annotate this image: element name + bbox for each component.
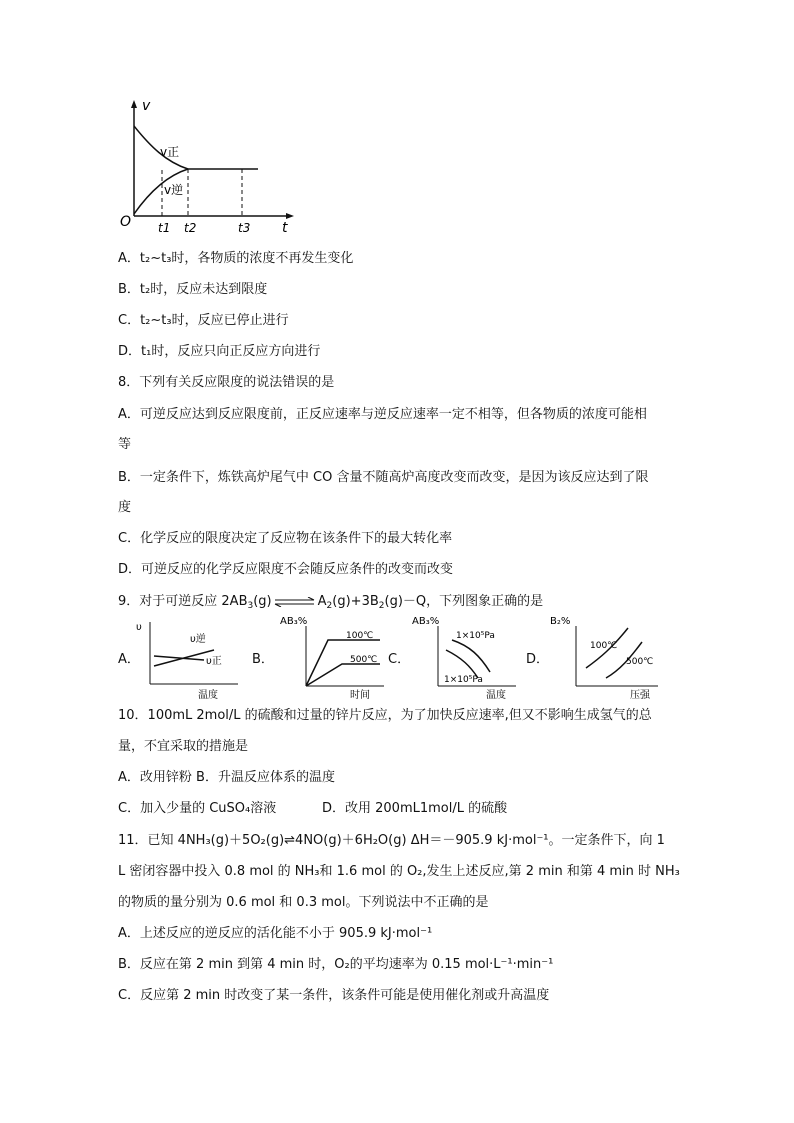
v-reverse-label: v逆 <box>164 183 184 197</box>
t3-label: t3 <box>238 221 251 235</box>
origin-label: O <box>120 214 132 230</box>
q8-option-a-line2: 等 <box>118 437 132 452</box>
t1-label: t1 <box>158 221 171 235</box>
series-label: υ正 <box>206 656 222 667</box>
q11-option-b: B．反应在第 2 min 到第 4 min 时，O₂的平均速率为 0.15 mol·L⁻¹·min⁻¹ <box>118 957 554 972</box>
q9-graph-a <box>132 618 242 702</box>
series-label: 500℃ <box>350 655 378 665</box>
q9-option-d-label: D． <box>526 652 550 667</box>
v-forward-label: v正 <box>160 145 180 159</box>
y-axis-label: AB₃% <box>280 616 308 627</box>
q8-stem: 8．下列有关反应限度的说法错误的是 <box>118 375 335 390</box>
q10-option-c: C．加入少量的 CuSO₄溶液 <box>118 801 277 816</box>
q9-graph-c <box>412 616 522 700</box>
q10-option-d: D．改用 200mL1mol/L 的硫酸 <box>322 801 508 816</box>
q8-option-d: D．可逆反应的化学反应限度不会随反应条件的改变而改变 <box>118 562 454 577</box>
q7-option-b: B．t₂时，反应未达到限度 <box>118 282 268 297</box>
q10-options-ab: A．改用锌粉 B．升温反应体系的温度 <box>118 770 335 785</box>
x-axis-label: 时间 <box>350 690 370 700</box>
q11-option-a: A．上述反应的逆反应的活化能不小于 905.9 kJ·mol⁻¹ <box>118 926 433 941</box>
q10-stem-line1: 10．100mL 2mol/L 的硫酸和过量的锌片反应，为了加快反应速率,但又不影响生成氢气的总 <box>118 708 652 723</box>
x-axis-label: 压强 <box>630 690 650 700</box>
q9-graph-d <box>550 616 664 700</box>
q10-stem-line2: 量，不宜采取的措施是 <box>118 739 249 754</box>
x-axis-label: t <box>282 220 288 236</box>
y-axis-label: AB₃% <box>412 616 440 627</box>
q8-option-b-line2: 度 <box>118 500 132 515</box>
q11-stem-line2: L 密闭容器中投入 0.8 mol 的 NH₃和 1.6 mol 的 O₂,发生上述反应,第 2 min 和第 4 min 时 NH₃ <box>118 864 680 879</box>
q8-option-a-line1: A．可逆反应达到反应限度前，正反应速率与逆反应速率一定不相等，但各物质的浓度可能相 <box>118 407 647 422</box>
series-label: 100℃ <box>590 641 618 651</box>
q9-option-a-label: A． <box>118 652 140 667</box>
series-label: 1×10⁵Pa <box>444 675 483 685</box>
q7-option-a: A．t₂~t₃时，各物质的浓度不再发生变化 <box>118 251 354 266</box>
q11-stem-line1: 11．已知 4NH₃(g)＋5O₂(g)⇌4NO(g)＋6H₂O(g) ΔH＝－905.9 kJ·mol⁻¹。一定条件下，向 1 <box>118 833 665 848</box>
t2-label: t2 <box>184 221 197 235</box>
equilibrium-arrow-icon <box>274 597 316 607</box>
q7-option-d: D．t₁时，反应只向正反应方向进行 <box>118 344 321 359</box>
q11-stem-line3: 的物质的量分别为 0.6 mol 和 0.3 mol。下列说法中不正确的是 <box>118 895 489 910</box>
q7-option-c: C．t₂~t₃时，反应已停止进行 <box>118 313 289 328</box>
q11-option-c: C．反应第 2 min 时改变了某一条件，该条件可能是使用催化剂或升高温度 <box>118 988 550 1003</box>
q9-option-c-label: C． <box>388 652 411 667</box>
y-axis-label: υ <box>136 622 142 633</box>
series-label: 1×10⁵Pa <box>456 631 495 641</box>
q9-stem: 9．对于可逆反应 $2AB_3(g)$ $A_2(g)+3B_2(g)-Q$，下列图象正确的是 <box>118 594 544 611</box>
q8-option-b-line1: B．一定条件下，炼铁高炉尾气中 CO 含量不随高炉高度改变而改变，是因为该反应达到了限 <box>118 470 649 485</box>
x-axis-label: 温度 <box>198 690 218 701</box>
q9-option-b-label: B． <box>252 652 274 667</box>
series-label: 100℃ <box>346 631 374 641</box>
x-axis-label: 温度 <box>486 690 506 700</box>
series-label: υ逆 <box>190 634 206 645</box>
q8-option-c: C．化学反应的限度决定了反应物在该条件下的最大转化率 <box>118 531 453 546</box>
series-label: 500℃ <box>626 657 654 667</box>
y-axis-label: v <box>142 98 151 114</box>
q7-vt-graph <box>118 96 298 236</box>
y-axis-label: B₂% <box>550 616 571 627</box>
q9-graph-b <box>280 616 390 700</box>
